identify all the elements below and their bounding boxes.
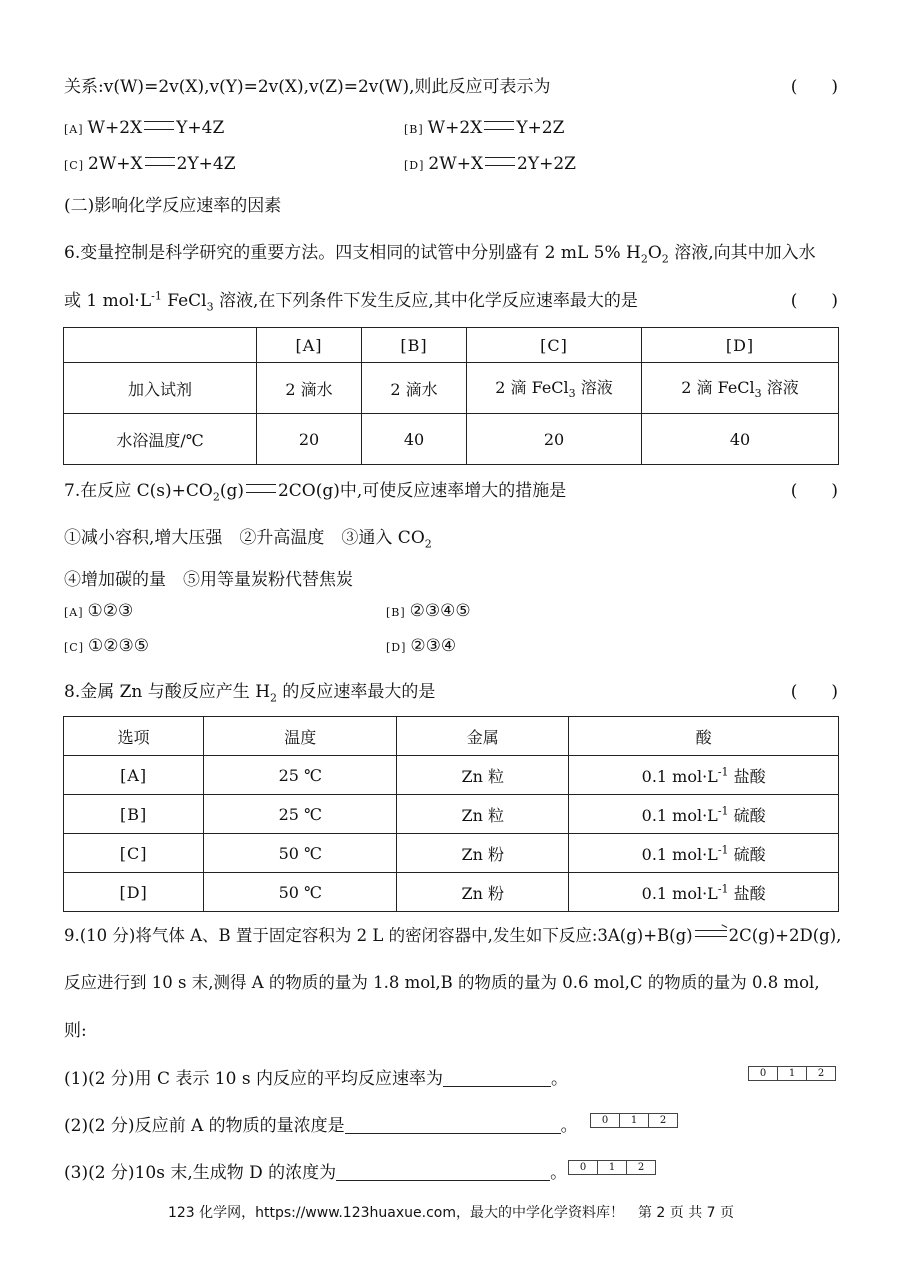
text: 硫酸 [728, 844, 766, 864]
table-cell: 50 ℃ [204, 834, 397, 873]
reversible-arrow-icon [695, 930, 727, 938]
subscript: 3 [754, 387, 762, 401]
text: 溶液,向其中加入水 [668, 243, 816, 263]
text: 8.金属 Zn 与酸反应产生 H [64, 682, 271, 702]
score-0[interactable]: 0 [591, 1114, 620, 1127]
answer-blank[interactable] [345, 1115, 561, 1134]
text: (g) [219, 481, 244, 501]
q7-option-b[interactable] [386, 601, 471, 621]
option-label: [A] [64, 606, 84, 619]
option-left: W+2X [87, 118, 143, 138]
option-label: [B] [386, 606, 406, 619]
text: 2C(g)+2D(g), [728, 926, 842, 945]
subscript: 2 [661, 252, 669, 266]
text: 0.1 mol·L [641, 844, 718, 864]
equals-sign [144, 121, 174, 130]
option-right: Y+4Z [176, 118, 225, 138]
text: 。 [550, 1163, 568, 1183]
text: 。 [550, 1069, 568, 1089]
option-right: Y+2Z [516, 118, 565, 138]
table-row [64, 414, 839, 465]
option-label: [D] [404, 159, 425, 172]
score-0[interactable]: 0 [569, 1161, 598, 1174]
q7-option-c[interactable] [64, 636, 149, 656]
table-cell: 50 ℃ [204, 873, 397, 912]
text: 盐酸 [728, 883, 766, 903]
table-cell: 2 滴水 [257, 363, 362, 414]
subscript: 2 [212, 490, 220, 504]
q5-answer-paren: ( ) [790, 77, 838, 97]
table-row [64, 756, 839, 795]
table-header: [C] [467, 328, 642, 363]
row-label: 水浴温度/℃ [64, 414, 257, 465]
answer-blank[interactable] [443, 1068, 551, 1087]
option-label: [B] [404, 123, 424, 136]
q6-answer-paren: ( ) [790, 291, 838, 311]
score-2[interactable]: 2 [659, 1115, 667, 1126]
q9-sub3 [64, 1158, 567, 1183]
table-row [64, 795, 839, 834]
q5-stem: 关系:v(W)=2v(X),v(Y)=2v(X),v(Z)=2v(W),则此反应可表示为 [64, 77, 551, 97]
table-cell: Zn 粒 [397, 795, 569, 834]
table-cell [642, 363, 839, 414]
subscript: 2 [270, 691, 278, 705]
option-text: ②③④ [410, 636, 457, 656]
table-cell [569, 756, 839, 795]
q7-answer-paren: ( ) [790, 481, 838, 501]
text: 2 滴 FeCl [495, 378, 569, 398]
table-cell: [C] [64, 834, 204, 873]
table-row [64, 834, 839, 873]
text: 2 滴 FeCl [681, 378, 755, 398]
text: 0.1 mol·L [641, 805, 718, 825]
score-box[interactable] [748, 1066, 836, 1081]
table-cell: 2 滴水 [362, 363, 467, 414]
text: 0.1 mol·L [641, 766, 718, 786]
q5-option-a[interactable] [64, 118, 224, 138]
table-header: 选项 [64, 717, 204, 756]
option-text: ①②③ [87, 601, 134, 621]
table-cell: Zn 粒 [397, 756, 569, 795]
table-cell: 40 [362, 414, 467, 465]
q9-stem-line2: 反应进行到 10 s 末,测得 A 的物质的量为 1.8 mol,B 的物质的量为 0.6 mol,C 的物质的量为 0.8 mol, [64, 973, 820, 992]
option-label: [C] [64, 641, 84, 654]
table-header: 金属 [397, 717, 569, 756]
text: 的反应速率最大的是 [277, 682, 436, 702]
text: (1)(2 分)用 C 表示 10 s 内反应的平均反应速率为 [64, 1069, 443, 1089]
table-cell: Zn 粉 [397, 873, 569, 912]
score-1[interactable]: 1 [778, 1067, 807, 1080]
text: (3)(2 分)10s 末,生成物 D 的浓度为 [64, 1163, 337, 1183]
q9-sub1 [64, 1064, 568, 1089]
superscript: -1 [717, 804, 729, 818]
text: 溶液 [575, 378, 613, 398]
q8-answer-paren: ( ) [790, 682, 838, 702]
option-label: [A] [64, 123, 84, 136]
q5-option-c[interactable] [64, 154, 236, 174]
equals-sign [145, 157, 175, 166]
superscript: -1 [151, 289, 162, 303]
score-2[interactable]: 2 [637, 1162, 645, 1173]
text: 硫酸 [728, 805, 766, 825]
table-cell [467, 363, 642, 414]
table-cell [569, 873, 839, 912]
option-left: 2W+X [88, 154, 143, 174]
q8-stem [64, 677, 435, 704]
row-label: 加入试剂 [64, 363, 257, 414]
q9-sub2 [64, 1111, 578, 1136]
text: 盐酸 [728, 766, 766, 786]
section-heading: (二)影响化学反应速率的因素 [64, 196, 282, 216]
q8-table [63, 716, 839, 912]
table-cell: [D] [64, 873, 204, 912]
text: O [647, 243, 662, 263]
table-cell [569, 834, 839, 873]
q6-table [63, 327, 839, 465]
option-text: ②③④⑤ [409, 601, 471, 621]
text: 。 [560, 1116, 578, 1136]
table-cell: [B] [64, 795, 204, 834]
text: 7.在反应 C(s)+CO [64, 481, 213, 501]
text: ①减小容积,增大压强 ②升高温度 ③通入 CO [64, 528, 425, 548]
table-header-empty [64, 328, 257, 363]
table-header: [D] [642, 328, 839, 363]
option-right: 2Y+2Z [517, 154, 576, 174]
option-text: ①②③⑤ [88, 636, 149, 656]
table-header: 温度 [204, 717, 397, 756]
text: 0.1 mol·L [641, 883, 718, 903]
q9-stem-line1 [64, 922, 841, 946]
q7-measures-line2: ④增加碳的量 ⑤用等量炭粉代替焦炭 [64, 570, 353, 590]
option-label: [C] [64, 159, 84, 172]
option-left: W+2X [427, 118, 483, 138]
q5-option-b[interactable] [404, 118, 564, 138]
score-box[interactable] [568, 1160, 656, 1175]
score-2[interactable]: 2 [817, 1068, 825, 1079]
option-left: 2W+X [428, 154, 484, 174]
table-cell: Zn 粉 [397, 834, 569, 873]
table-cell: 20 [257, 414, 362, 465]
superscript: -1 [717, 765, 729, 779]
q6-stem-line1 [64, 238, 816, 265]
table-row [64, 873, 839, 912]
table-cell: [A] [64, 756, 204, 795]
text: 9.(10 分)将气体 A、B 置于固定容积为 2 L 的密闭容器中,发生如下反应:3A(g)+B(g) [64, 926, 693, 945]
subscript: 2 [424, 537, 432, 551]
text: (2)(2 分)反应前 A 的物质的量浓度是 [64, 1116, 345, 1136]
option-label: [D] [386, 641, 407, 654]
equals-sign [485, 157, 515, 166]
superscript: -1 [717, 843, 729, 857]
text: 2CO(g)中,可使反应速率增大的措施是 [277, 481, 567, 501]
score-1[interactable]: 1 [598, 1161, 627, 1174]
q7-option-d[interactable] [386, 636, 456, 656]
subscript: 3 [568, 387, 576, 401]
text: 6.变量控制是科学研究的重要方法。四支相同的试管中分别盛有 2 mL 5% H [64, 243, 641, 263]
equals-sign [484, 121, 514, 130]
text: 溶液 [761, 378, 799, 398]
text: FeCl [161, 291, 207, 311]
table-cell [569, 795, 839, 834]
q7-measures-line1 [64, 523, 432, 550]
q7-option-a[interactable] [64, 601, 133, 621]
table-cell: 25 ℃ [204, 795, 397, 834]
option-right: 2Y+4Z [176, 154, 236, 174]
text: 或 1 mol·L [64, 291, 152, 311]
score-box[interactable] [590, 1113, 678, 1128]
table-cell: 25 ℃ [204, 756, 397, 795]
superscript: -1 [717, 882, 729, 896]
q5-option-d[interactable] [404, 154, 576, 174]
q9-stem-line3: 则: [64, 1021, 87, 1041]
score-0[interactable]: 0 [749, 1067, 778, 1080]
equals-sign [246, 484, 276, 493]
table-header: 酸 [569, 717, 839, 756]
table-header: [A] [257, 328, 362, 363]
subscript: 2 [640, 252, 648, 266]
q6-stem-line2 [64, 286, 638, 313]
page-footer: 123 化学网，https://www.123huaxue.com，最大的中学化学资料库！ 第 2 页 共 7 页 [167, 1205, 735, 1221]
answer-blank[interactable] [336, 1162, 550, 1181]
text: 溶液,在下列条件下发生反应,其中化学反应速率最大的是 [213, 291, 638, 311]
table-cell: 20 [467, 414, 642, 465]
table-row [64, 363, 839, 414]
subscript: 3 [206, 300, 214, 314]
table-cell: 40 [642, 414, 839, 465]
q7-stem [64, 476, 566, 503]
score-1[interactable]: 1 [620, 1114, 649, 1127]
table-header: [B] [362, 328, 467, 363]
